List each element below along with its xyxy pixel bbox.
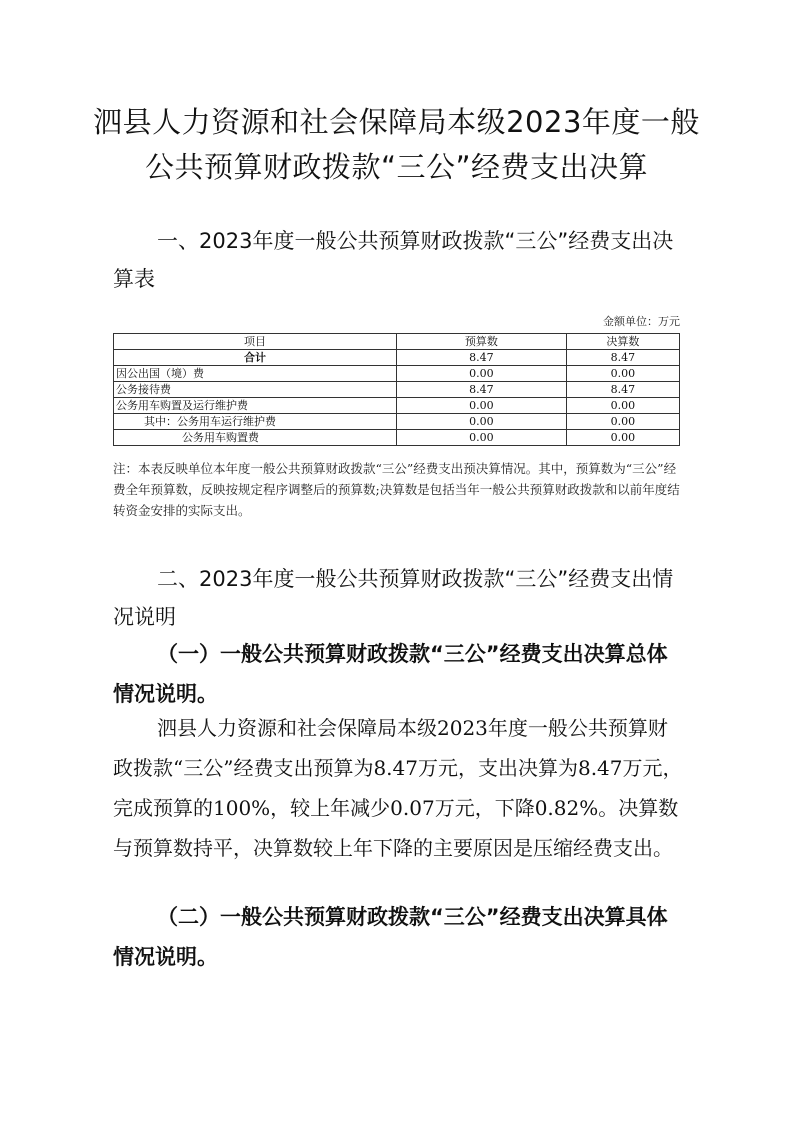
table-header-row [114,334,680,350]
row-item: 公务用车购置及运行维护费 [114,398,397,414]
unit-label: 金额单位：万元 [603,315,680,328]
row-budget: 8.47 [397,350,567,366]
subsection2-heading: （二）一般公共预算财政拨款“三公”经费支出决算具体情况说明。 [113,905,668,969]
row-final: 8.47 [566,382,679,398]
row-final: 0.00 [566,414,679,430]
row-item: 公务用车购置费 [114,430,397,446]
table-row [114,382,680,398]
header-final: 决算数 [566,334,679,350]
row-budget: 0.00 [397,430,567,446]
row-final: 0.00 [566,430,679,446]
table-row [114,366,680,382]
row-budget: 0.00 [397,414,567,430]
header-budget: 预算数 [397,334,567,350]
header-item: 项目 [114,334,397,350]
row-final: 8.47 [566,350,679,366]
row-item: 合计 [114,350,397,366]
row-item: 因公出国（境）费 [114,366,397,382]
section1-heading: 一、2023年度一般公共预算财政拨款“三公”经费支出决算表 [113,229,674,291]
title-line-1: 泗县人力资源和社会保障局本级2023年度一般 [93,105,700,139]
table-row [114,414,680,430]
row-budget: 8.47 [397,382,567,398]
subsection1-heading: （一）一般公共预算财政拨款“三公”经费支出决算总体情况说明。 [113,642,668,706]
table-row [114,430,680,446]
row-final: 0.00 [566,366,679,382]
subsection1-body: 泗县人力资源和社会保障局本级2023年度一般公共预算财政拨款“三公”经费支出预算为8.47万元，支出决算为8.47万元，完成预算的100%，较上年减少0.07万元，下降0.82%。决算数与预算数持平，决算数较上年下降的主要原因是压缩经费支出。 [113,716,683,860]
row-item: 其中：公务用车运行维护费 [114,414,397,430]
row-item: 公务接待费 [114,382,397,398]
row-budget: 0.00 [397,398,567,414]
section2-heading: 二、2023年度一般公共预算财政拨款“三公”经费支出情况说明 [113,567,674,629]
row-final: 0.00 [566,398,679,414]
table-row [114,350,680,366]
document-title [0,100,793,190]
title-line-2: 公共预算财政拨款“三公”经费支出决算 [144,150,649,184]
expense-table [113,333,680,446]
table-note: 注：本表反映单位本年度一般公共预算财政拨款“三公”经费支出预决算情况。其中，预算数为“三公”经费全年预算数，反映按规定程序调整后的预算数;决算数是包括当年一般公共预算财政拨款和以前年度结转资金安排的实际支出。 [113,461,680,518]
table-row [114,398,680,414]
row-budget: 0.00 [397,366,567,382]
